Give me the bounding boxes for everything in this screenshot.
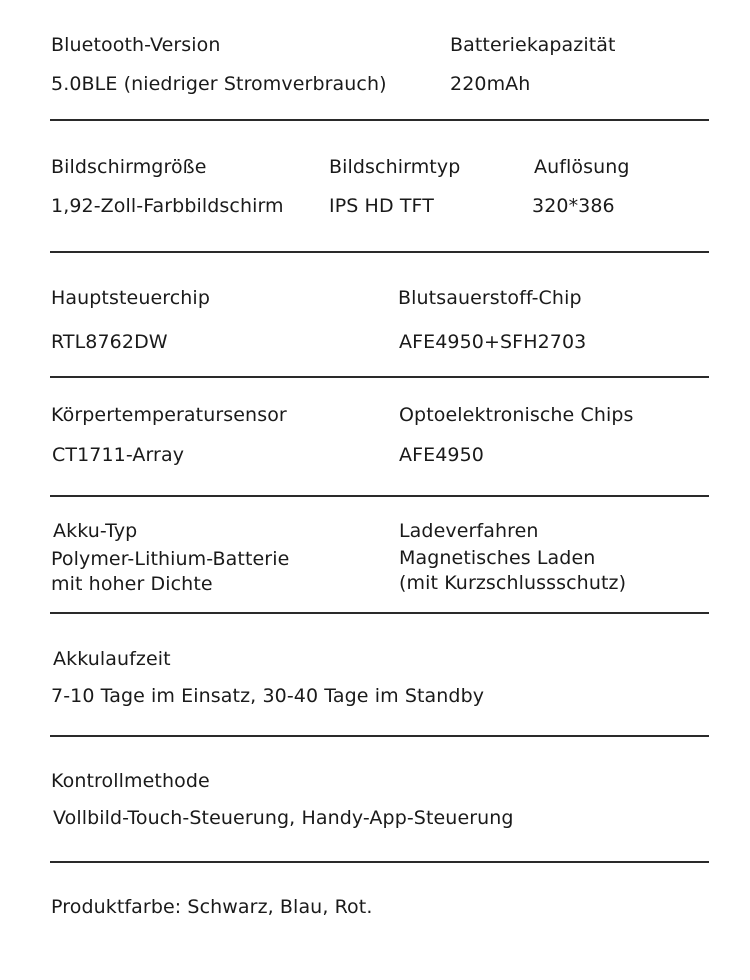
divider xyxy=(50,119,709,121)
screen-size-value: 1,92-Zoll-Farbbildschirm xyxy=(51,195,284,217)
divider xyxy=(50,251,709,253)
divider xyxy=(50,495,709,497)
main-chip-value: RTL8762DW xyxy=(51,331,168,353)
resolution-value: 320*386 xyxy=(532,195,615,217)
divider xyxy=(50,376,709,378)
opto-chips-label: Optoelektronische Chips xyxy=(399,404,634,426)
resolution-label: Auflösung xyxy=(534,156,630,178)
screen-type-value: IPS HD TFT xyxy=(329,195,434,217)
temp-sensor-label: Körpertemperatursensor xyxy=(51,404,287,426)
battery-life-label: Akkulaufzeit xyxy=(53,648,171,670)
control-label: Kontrollmethode xyxy=(51,770,210,792)
spo2-chip-value: AFE4950+SFH2703 xyxy=(399,331,587,353)
spo2-chip-label: Blutsauerstoff-Chip xyxy=(398,287,582,309)
screen-size-label: Bildschirmgröße xyxy=(51,156,207,178)
bluetooth-value: 5.0BLE (niedriger Stromverbrauch) xyxy=(51,73,387,95)
battery-type-label: Akku-Typ xyxy=(53,520,138,542)
charging-value-line1: Magnetisches Laden xyxy=(399,547,596,569)
charging-value-line2: (mit Kurzschlussschutz) xyxy=(399,572,627,594)
battery-type-value-line1: Polymer-Lithium-Batterie xyxy=(51,548,290,570)
divider xyxy=(50,735,709,737)
battery-life-value: 7-10 Tage im Einsatz, 30-40 Tage im Standby xyxy=(51,685,485,707)
temp-sensor-value: CT1711-Array xyxy=(52,444,185,466)
divider xyxy=(50,861,709,863)
battery-type-value-line2: mit hoher Dichte xyxy=(51,573,213,595)
opto-chips-value: AFE4950 xyxy=(399,444,484,466)
charging-label: Ladeverfahren xyxy=(399,520,539,542)
product-color: Produktfarbe: Schwarz, Blau, Rot. xyxy=(51,896,373,918)
divider xyxy=(50,612,709,614)
screen-type-label: Bildschirmtyp xyxy=(329,156,461,178)
battery-capacity-value: 220mAh xyxy=(450,73,531,95)
main-chip-label: Hauptsteuerchip xyxy=(51,287,210,309)
control-value: Vollbild-Touch-Steuerung, Handy-App-Steuerung xyxy=(53,807,514,829)
bluetooth-label: Bluetooth-Version xyxy=(51,34,221,56)
battery-capacity-label: Batteriekapazität xyxy=(450,34,616,56)
